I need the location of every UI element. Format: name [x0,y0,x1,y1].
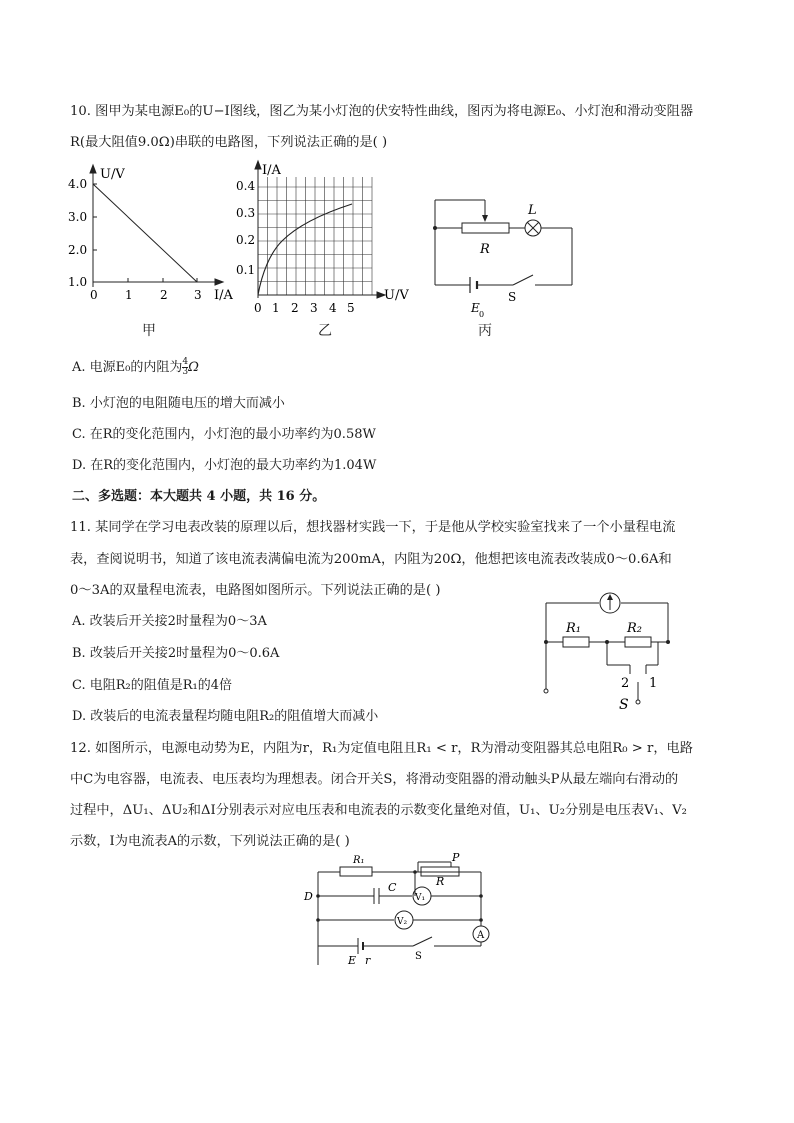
graph-jia [68,162,248,312]
yi-y-label: I/A [262,163,281,178]
label-R: R [436,875,445,888]
jia-xtick: 0 [90,288,98,302]
jia-x-arrow [215,279,223,285]
q12-line-2: 中C为电容器，电流表、电压表均为理想表。闭合开关S，将滑动变阻器的滑动触头P从最左端向右滑动的 [70,772,679,787]
label-P: P [452,851,460,864]
label-A: A [477,930,485,941]
jia-xtick: 1 [125,288,133,302]
jia-y-arrow [90,165,96,173]
fraction-numerator: 4 [182,357,189,367]
q10-line-2: R(最大阻值9.0Ω)串联的电路图，下列说法正确的是( ) [70,135,388,150]
q11-option-b[interactable]: B. 改装后开关接2时量程为0～0.6A [72,646,280,661]
label-R1: R₁ [353,855,365,866]
yi-ytick: 0.3 [236,206,256,220]
q10-option-a-text: A. 电源E₀的内阻为 [72,360,183,375]
jia-x-label: I/A [214,288,233,303]
circuit-bing [425,195,585,320]
q10-option-a[interactable] [72,358,199,378]
q10-option-d[interactable]: D. 在R的变化范围内，小灯泡的最大功率约为1.04W [72,458,377,473]
caption-bing: 丙 [478,323,492,339]
q11-option-d[interactable]: D. 改装后的电流表量程均随电阻R₂的阻值增大而减小 [72,709,379,724]
q10-option-a-unit: Ω [188,360,199,375]
yi-xtick: 2 [291,301,299,313]
caption-yi: 乙 [318,323,332,339]
q12-line-4: 示数，I为电流表A的示数，下列说法正确的是( ) [70,834,350,849]
jia-xtick: 2 [160,288,168,302]
yi-ytick: 0.1 [236,263,256,277]
terminal-2: 2 [621,676,630,691]
resistor-R2 [625,637,651,647]
section-multiple-choice: 二、多选题：本大题共 4 小题，共 16 分。 [72,489,326,504]
label-D: D [304,890,313,903]
rheostat-R [462,223,509,233]
label-E-sub: 0 [479,310,485,319]
q11-line-1: 11. 某同学在学习电表改装的原理以后，想找器材实践一下，于是他从学校实验室找来了一个小量程电流 [70,520,676,535]
yi-xtick: 0 [254,301,262,313]
jia-y-label: U/V [100,167,125,182]
resistor-R1 [340,867,372,876]
label-S: S [508,290,517,304]
label-V1: V₁ [415,893,426,903]
label-S: S [415,951,422,962]
label-L: L [528,203,537,218]
label-S: S [619,697,629,713]
label-V2: V₂ [397,917,408,927]
q12-circuit [298,850,498,970]
switch-S [513,275,533,285]
jia-ytick: 2.0 [68,243,88,257]
label-E: E [471,301,480,315]
resistor-R1 [563,637,589,647]
q12-line-3: 过程中，ΔU₁、ΔU₂和ΔI分别表示对应电压表和电流表的示数变化量绝对值，U₁、U₂分别是电压表V₁、V₂ [70,803,687,818]
label-R2: R₂ [627,621,642,636]
yi-y-arrow [255,161,261,169]
q11-line-3: 0～3A的双量程电流表，电路图如图所示。下列说法正确的是( ) [70,583,441,598]
yi-ytick: 0.2 [236,233,256,247]
slider-arrow [482,215,488,222]
jia-ytick: 4.0 [68,177,88,191]
switch-S [413,937,432,946]
label-E: E [348,954,357,967]
q11-option-a[interactable]: A. 改装后开关接2时量程为0～3A [72,614,267,629]
yi-xtick: 3 [310,301,318,313]
yi-xtick: 4 [329,301,337,313]
jia-xtick: 3 [194,288,202,302]
graph-yi [232,158,417,313]
jia-ytick: 1.0 [68,275,88,289]
q11-option-c[interactable]: C. 电阻R₂的阻值是R₁的4倍 [72,678,233,693]
caption-jia: 甲 [142,323,156,339]
q10-option-b[interactable]: B. 小灯泡的电阻随电压的增大而减小 [72,396,285,411]
yi-x-label: U/V [384,288,409,303]
yi-ytick: 0.4 [236,179,256,193]
q11-circuit [535,590,685,715]
fraction-denominator: 3 [182,367,189,377]
jia-ytick: 3.0 [68,210,88,224]
jia-ui-line [93,184,197,282]
label-R1: R₁ [566,621,581,636]
yi-xtick: 5 [347,301,355,313]
q10-line-1: 10. 图甲为某电源E₀的U−I图线，图乙为某小灯泡的伏安特性曲线，图丙为将电源E₀、小灯泡和滑动变阻器 [70,104,694,119]
q11-line-2: 表，查阅说明书，知道了该电流表满偏电流为200mA，内阻为20Ω，他想把该电流表改装成0～0.6A和 [70,552,672,567]
q12-line-1: 12. 如图所示，电源电动势为E，内阻为r，R₁为定值电阻且R₁ < r，R为滑动变阻器其总电阻R₀ > r，电路 [70,741,693,756]
terminal-1: 1 [649,676,658,691]
yi-xtick: 1 [272,301,280,313]
q10-option-c[interactable]: C. 在R的变化范围内，小灯泡的最小功率约为0.58W [72,427,376,442]
label-r: r [365,954,371,967]
label-C: C [388,881,397,894]
label-R: R [480,242,490,257]
